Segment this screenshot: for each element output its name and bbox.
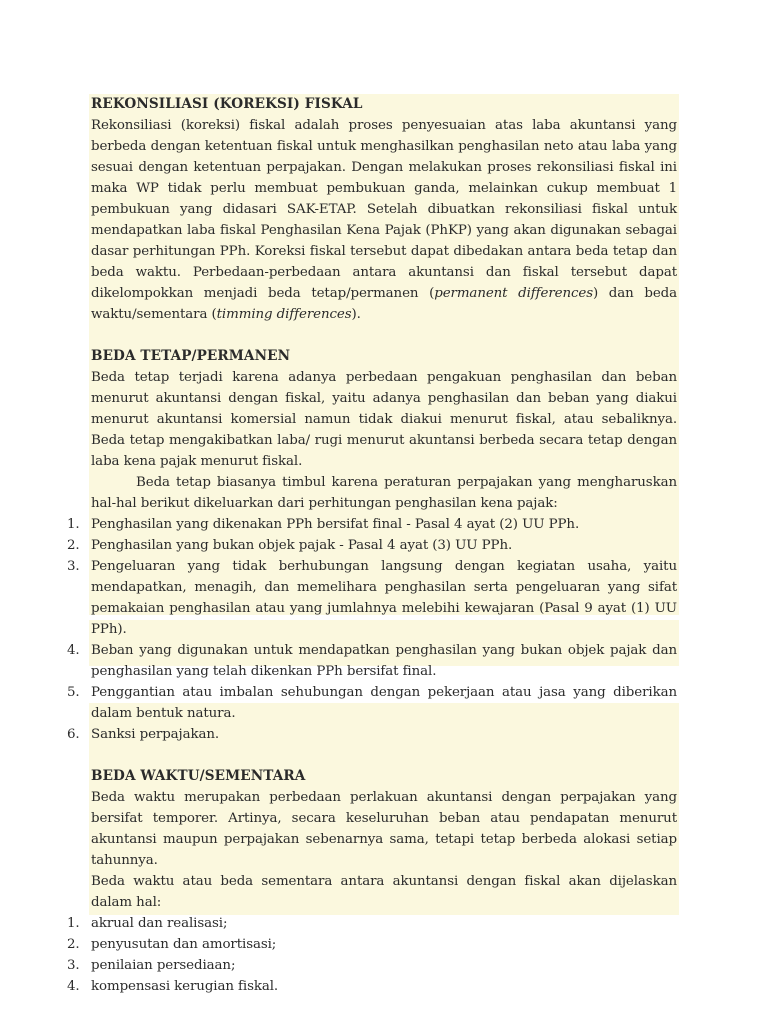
spacer [91, 745, 677, 766]
list-item-text: kompensasi kerugian fiskal. [91, 979, 279, 994]
italic-term: timming differences [216, 307, 352, 322]
list-item-text: penilaian persediaan; [91, 958, 236, 973]
list-item-text: Penggantian atau imbalan sehubungan dengan pekerjaan atau jasa yang diberikan dalam bentuk natura. [91, 685, 677, 721]
list-item-text: Pengeluaran yang tidak berhubungan langsung dengan kegiatan usaha, yaitu mendapatkan, menagih, dan memelihara penghasilan serta pengeluaran yang sifat pemakaian penghasilan atau yang jumlahnya melebihi kewajaran (Pasal 9 ayat (1) UU PPh). [91, 559, 677, 637]
paragraph-text: ) dan beda waktu/sementara ( [91, 286, 677, 322]
paragraph-rekonsiliasi [91, 115, 677, 325]
paragraph-beda-waktu-2: Beda waktu atau beda sementara antara akuntansi dengan fiskal akan dijelaskan dalam hal: [91, 874, 677, 910]
paragraph-beda-tetap-1: Beda tetap terjadi karena adanya perbedaan pengakuan penghasilan dan beban menurut akuntansi dengan fiskal, yaitu adanya penghasilan dan beban yang diakui menurut akuntansi komersial namun tidak diakui menurut fiskal, atau sebaliknya. Beda tetap mengakibatkan laba/ rugi menurut akuntansi berbeda secara tetap dengan laba kena pajak menurut fiskal. [91, 370, 677, 469]
paragraph-text: Rekonsiliasi (koreksi) fiskal adalah proses penyesuaian atas laba akuntansi yang berbeda dengan ketentuan fiskal untuk menghasilkan penghasilan neto atau laba yang sesuai dengan ketentuan perpajakan. Dengan melakukan proses rekonsiliasi fiskal ini maka WP tidak perlu membuat pembukuan ganda, melainkan cukup membuat 1 pembukuan yang didasari SAK-ETAP. Setelah dibuatkan rekonsiliasi fiskal untuk mendapatkan laba fiskal Penghasilan Kena Pajak (PhKP) yang akan digunakan sebagai dasar perhitungan PPh. Koreksi fiskal tersebut dapat dibedakan antara beda tetap dan beda waktu. Perbedaan-perbedaan antara akuntansi dan fiskal tersebut dapat dikelompokkan menjadi beda tetap/permanen ( [91, 118, 677, 301]
list-item-text: Sanksi perpajakan. [91, 727, 220, 742]
list-number: 6. [67, 727, 80, 742]
section-heading-rekonsiliasi: REKONSILIASI (KOREKSI) FISKAL [91, 96, 363, 112]
list-number: 2. [67, 937, 80, 952]
list-item [67, 514, 677, 535]
list-number: 3. [67, 559, 80, 574]
list-item-text: penyusutan dan amortisasi; [91, 937, 277, 952]
list-item [67, 724, 677, 745]
list-number: 4. [67, 643, 80, 658]
list-number: 2. [67, 538, 80, 553]
section-heading-beda-tetap: BEDA TETAP/PERMANEN [91, 348, 291, 364]
list-item-text: akrual dan realisasi; [91, 916, 228, 931]
list-number: 1. [67, 517, 80, 532]
document-body [67, 94, 677, 997]
list-item [67, 682, 677, 724]
list-item-text: Penghasilan yang bukan objek pajak - Pasal 4 ayat (3) UU PPh. [91, 538, 513, 553]
list-item [67, 535, 677, 556]
list-beda-waktu [67, 913, 677, 997]
list-item [67, 934, 677, 955]
list-item [67, 556, 677, 640]
list-item [67, 913, 677, 934]
paragraph-beda-tetap-2: Beda tetap biasanya timbul karena peraturan perpajakan yang mengharuskan hal-hal berikut dikeluarkan dari perhitungan penghasilan kena pajak: [91, 475, 677, 511]
list-number: 5. [67, 685, 80, 700]
section-heading-beda-waktu: BEDA WAKTU/SEMENTARA [91, 768, 306, 784]
list-item [67, 955, 677, 976]
list-item-text: Penghasilan yang dikenakan PPh bersifat final - Pasal 4 ayat (2) UU PPh. [91, 517, 580, 532]
paragraph-beda-waktu-1: Beda waktu merupakan perbedaan perlakuan akuntansi dengan perpajakan yang bersifat temporer. Artinya, secara keseluruhan beban atau pendapatan menurut akuntansi maupun perpajakan sebenarnya sama, tetapi tetap berbeda alokasi setiap tahunnya. [91, 790, 677, 868]
paragraph-text: ). [351, 307, 361, 322]
list-beda-tetap [67, 514, 677, 745]
spacer [91, 325, 677, 346]
list-item [67, 640, 677, 682]
list-number: 4. [67, 979, 80, 994]
list-number: 1. [67, 916, 80, 931]
list-item [67, 976, 677, 997]
list-item-text: Beban yang digunakan untuk mendapatkan penghasilan yang bukan objek pajak dan penghasilan yang telah dikenkan PPh bersifat final. [91, 643, 677, 679]
list-number: 3. [67, 958, 80, 973]
italic-term: permanent differences [434, 286, 593, 301]
